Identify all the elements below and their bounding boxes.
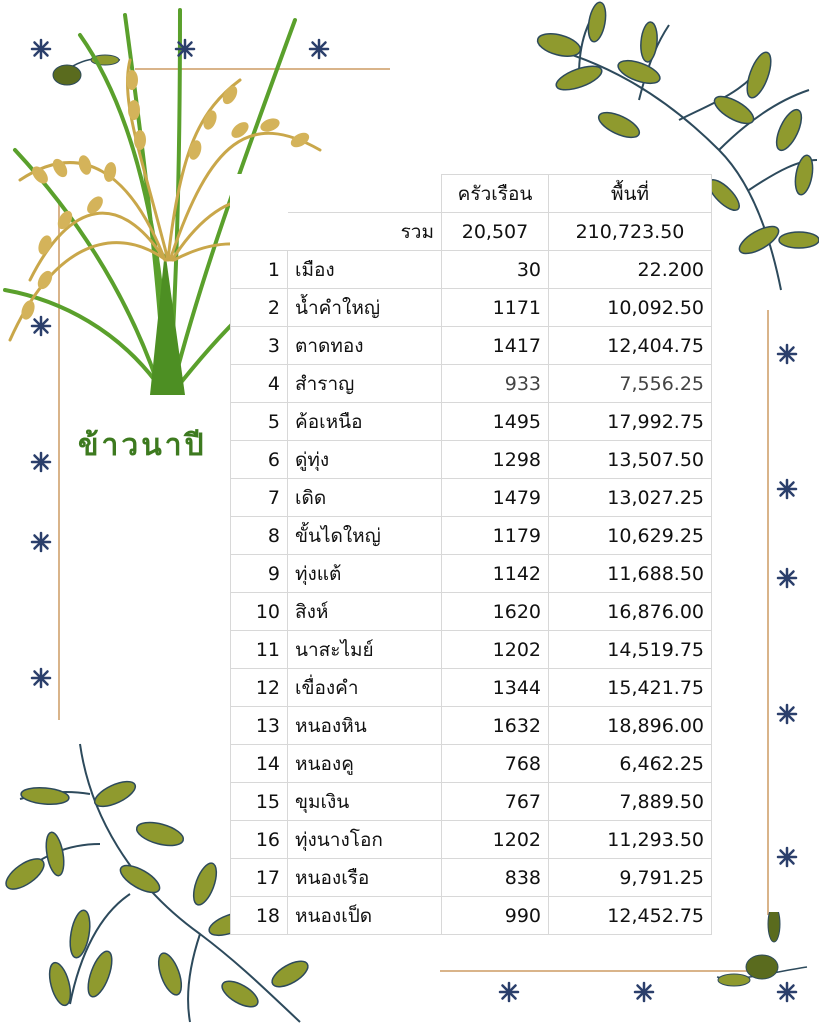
rice-data-table: [230, 174, 712, 935]
row-area: 18,896.00: [549, 707, 712, 745]
row-number: 14: [231, 745, 288, 783]
table-row: [231, 517, 712, 555]
star-icon: [30, 38, 52, 60]
row-area: 14,519.75: [549, 631, 712, 669]
star-icon: [174, 38, 196, 60]
row-households: 1344: [442, 669, 549, 707]
row-number: 10: [231, 593, 288, 631]
row-name: หนองคู: [288, 745, 442, 783]
row-number: 13: [231, 707, 288, 745]
row-households: 1142: [442, 555, 549, 593]
frame-line-bottom: [440, 970, 750, 972]
row-number: 12: [231, 669, 288, 707]
header-area: พื้นที่: [549, 175, 712, 213]
row-area: 11,688.50: [549, 555, 712, 593]
table-row: [231, 821, 712, 859]
row-name: สำราญ: [288, 365, 442, 403]
star-icon: [30, 667, 52, 689]
row-name: ทุ่งนางโอก: [288, 821, 442, 859]
row-area: 10,629.25: [549, 517, 712, 555]
row-households: 768: [442, 745, 549, 783]
total-row: [231, 213, 712, 251]
total-area: 210,723.50: [549, 213, 712, 251]
row-households: 1298: [442, 441, 549, 479]
row-name: นาสะไมย์: [288, 631, 442, 669]
row-area: 12,452.75: [549, 897, 712, 935]
table-row: [231, 327, 712, 365]
star-icon: [30, 315, 52, 337]
star-icon: [776, 981, 798, 1003]
star-icon: [308, 38, 330, 60]
row-number: 17: [231, 859, 288, 897]
star-icon: [776, 478, 798, 500]
row-households: 767: [442, 783, 549, 821]
header-households: ครัวเรือน: [442, 175, 549, 213]
row-name: ขั้นไดใหญ่: [288, 517, 442, 555]
row-name: หนองเรือ: [288, 859, 442, 897]
star-icon: [30, 451, 52, 473]
row-number: 18: [231, 897, 288, 935]
row-number: 5: [231, 403, 288, 441]
star-icon: [776, 846, 798, 868]
header-blank-cell: [288, 175, 442, 213]
row-name: ทุ่งแต้: [288, 555, 442, 593]
row-number: 6: [231, 441, 288, 479]
row-households: 838: [442, 859, 549, 897]
row-households: 30: [442, 251, 549, 289]
row-area: 15,421.75: [549, 669, 712, 707]
row-area: 12,404.75: [549, 327, 712, 365]
table-row: [231, 441, 712, 479]
table-row: [231, 593, 712, 631]
row-number: 9: [231, 555, 288, 593]
row-households: 1632: [442, 707, 549, 745]
row-name: หนองเป็ด: [288, 897, 442, 935]
header-blank-cell: [231, 175, 288, 213]
row-households: 1495: [442, 403, 549, 441]
total-label: รวม: [288, 213, 442, 251]
row-name: หนองหิน: [288, 707, 442, 745]
table-row: [231, 251, 712, 289]
row-households: 933: [442, 365, 549, 403]
row-households: 1171: [442, 289, 549, 327]
row-households: 1202: [442, 631, 549, 669]
star-icon: [776, 567, 798, 589]
row-name: ดู่ทุ่ง: [288, 441, 442, 479]
row-area: 10,092.50: [549, 289, 712, 327]
row-number: 7: [231, 479, 288, 517]
row-number: 8: [231, 517, 288, 555]
row-number: 2: [231, 289, 288, 327]
row-name: ตาดทอง: [288, 327, 442, 365]
row-area: 7,889.50: [549, 783, 712, 821]
table-header-row: [231, 175, 712, 213]
table-row: [231, 631, 712, 669]
row-households: 990: [442, 897, 549, 935]
row-number: 1: [231, 251, 288, 289]
star-icon: [776, 343, 798, 365]
total-blank-cell: [231, 213, 288, 251]
frame-line-right: [767, 310, 769, 915]
row-name: สิงห์: [288, 593, 442, 631]
table-row: [231, 669, 712, 707]
row-area: 16,876.00: [549, 593, 712, 631]
star-icon: [30, 531, 52, 553]
total-households: 20,507: [442, 213, 549, 251]
table-row: [231, 403, 712, 441]
row-name: ค้อเหนือ: [288, 403, 442, 441]
table-row: [231, 897, 712, 935]
row-name: ขุมเงิน: [288, 783, 442, 821]
row-number: 4: [231, 365, 288, 403]
row-number: 11: [231, 631, 288, 669]
row-name: เมือง: [288, 251, 442, 289]
row-area: 9,791.25: [549, 859, 712, 897]
row-area: 22.200: [549, 251, 712, 289]
row-households: 1620: [442, 593, 549, 631]
table-row: [231, 783, 712, 821]
row-households: 1417: [442, 327, 549, 365]
table-row: [231, 707, 712, 745]
row-households: 1202: [442, 821, 549, 859]
page-title: ข้าวนาปี: [78, 428, 207, 463]
row-area: 17,992.75: [549, 403, 712, 441]
table-row: [231, 859, 712, 897]
row-households: 1179: [442, 517, 549, 555]
table-row: [231, 745, 712, 783]
row-number: 15: [231, 783, 288, 821]
row-area: 6,462.25: [549, 745, 712, 783]
row-households: 1479: [442, 479, 549, 517]
table-row: [231, 555, 712, 593]
row-area: 13,027.25: [549, 479, 712, 517]
row-name: เขื่องคำ: [288, 669, 442, 707]
row-area: 11,293.50: [549, 821, 712, 859]
star-icon: [498, 981, 520, 1003]
table-row: [231, 365, 712, 403]
row-number: 3: [231, 327, 288, 365]
row-area: 7,556.25: [549, 365, 712, 403]
row-name: น้ำคำใหญ่: [288, 289, 442, 327]
table-row: [231, 289, 712, 327]
row-number: 16: [231, 821, 288, 859]
table-row: [231, 479, 712, 517]
star-icon: [776, 703, 798, 725]
row-area: 13,507.50: [549, 441, 712, 479]
row-name: เดิด: [288, 479, 442, 517]
star-icon: [633, 981, 655, 1003]
